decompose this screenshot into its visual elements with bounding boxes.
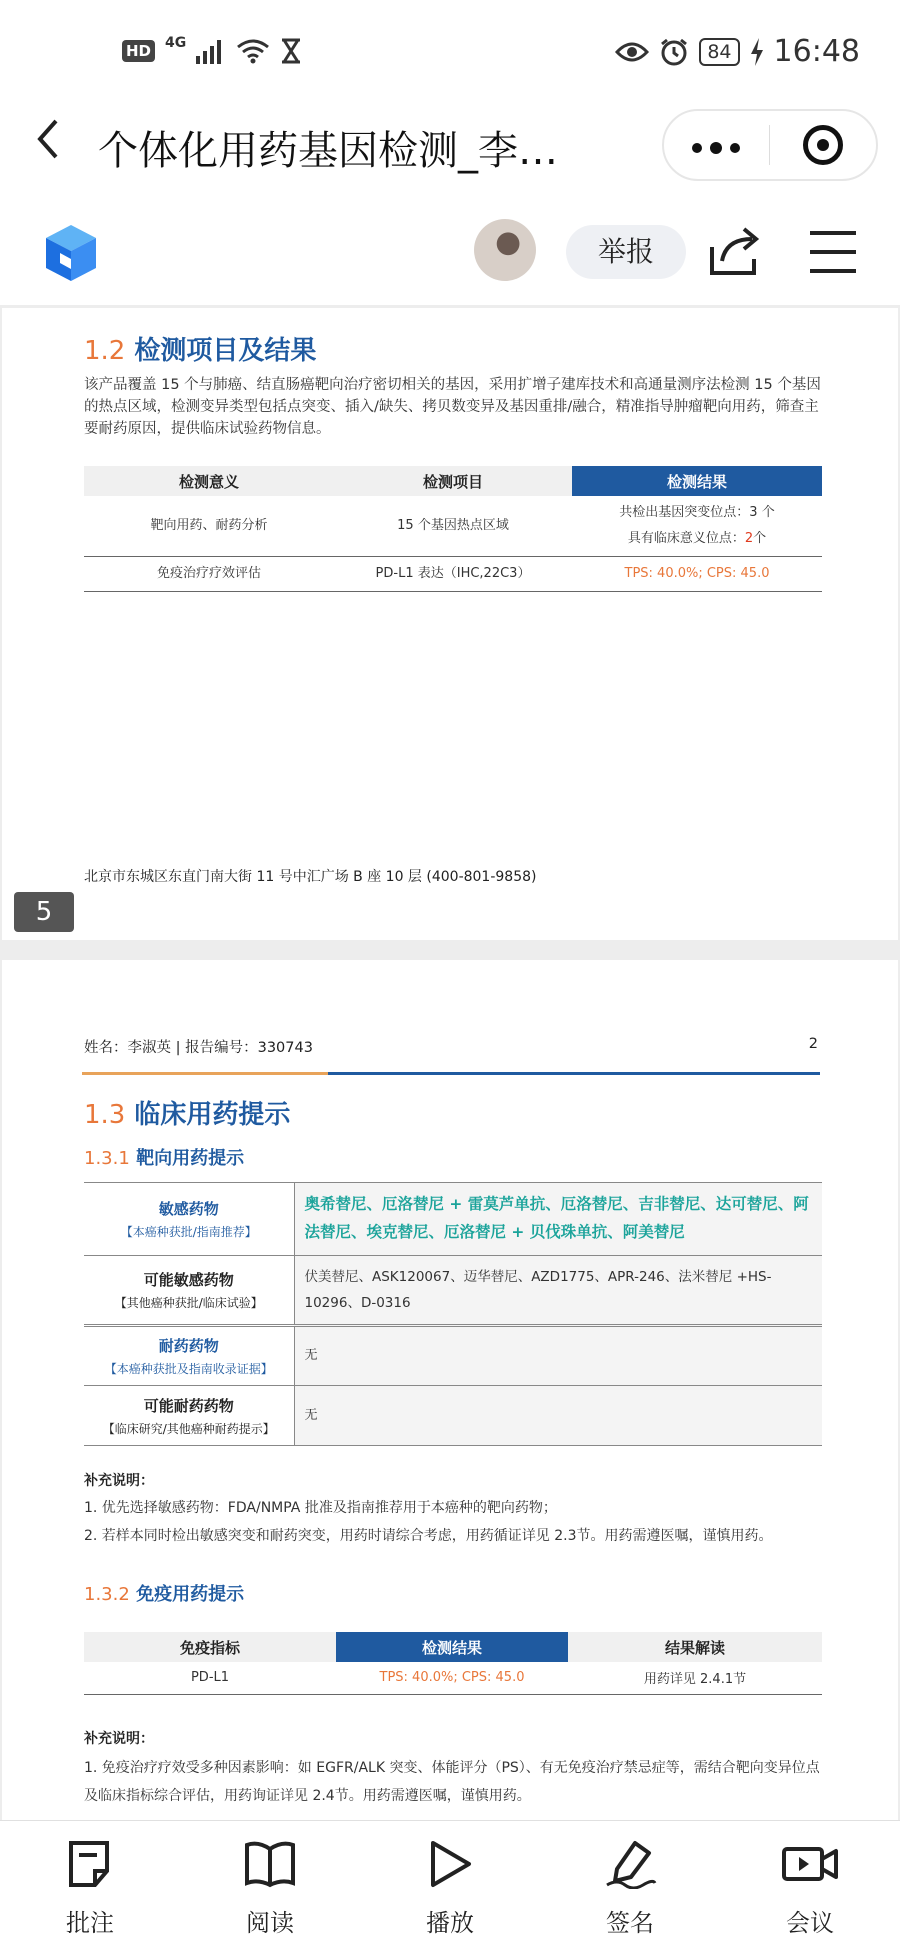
play-button[interactable]: 播放 (360, 1821, 540, 1950)
document-page-1 (2, 308, 898, 940)
annotate-icon (65, 1839, 115, 1889)
hd-badge: HD (122, 40, 155, 62)
immuno-table (84, 1632, 822, 1695)
app-toolbar (0, 195, 900, 305)
address-footer: 北京市东城区东直门南大街 11 号中汇广场 B 座 10 层 (400-801-9858) (84, 869, 537, 885)
subsection-heading-1-3-2: 1.3.2 免疫用药提示 (84, 1584, 245, 1605)
avatar[interactable] (474, 219, 536, 281)
title-bar (0, 95, 900, 195)
note-title-2: 补充说明： (84, 1731, 154, 1747)
target-icon (803, 125, 843, 165)
table-row: 敏感药物 【本癌种获批/指南推荐】 奥希替尼、厄洛替尼 + 雷莫芦单抗、厄洛替尼、吉非替尼、达可替尼、阿法替尼、埃克替尼、厄洛替尼 + 贝伐珠单抗、阿美替尼 (84, 1183, 822, 1256)
note-2: 1. 免疫治疗疗效受多种因素影响：如 EGFR/ALK 突变、体能评分（PS）、有无免疫治疗禁忌症等，需结合靶向变异位点及临床指标综合评估，用药询证详见 2.4节。用药需遵医嘱，谨慎用药。 (84, 1760, 820, 1804)
more-dots-icon (691, 141, 741, 155)
status-bar (0, 0, 900, 110)
signal-icon (196, 38, 226, 64)
charging-icon (750, 38, 764, 66)
intro-paragraph: 该产品覆盖 15 个与肺癌、结直肠癌靶向治疗密切相关的基因，采用扩增子建库技术和高通量测序法检测 15 个基因的热点区域，检测变异类型包括点突变、插入/缺失、拷贝数变异及基因重排/融合，精准指导肿瘤靶向用药，筛查主要耐药原因，提供临床试验药物信息。 (84, 377, 821, 437)
status-left (122, 35, 302, 64)
back-button[interactable] (36, 117, 60, 172)
battery-level: 84 (699, 38, 739, 66)
table-header-row (84, 466, 822, 496)
section-heading-1-3: 1.3 临床用药提示 (84, 1100, 291, 1130)
detection-results-table (84, 466, 822, 592)
table-row: 靶向用药、耐药分析 15 个基因热点区域 共检出基因突变位点：3 个 具有临床意义位点：2个 (84, 496, 822, 557)
header-rule-blue (328, 1072, 820, 1075)
section-heading-1-2: 1.2 检测项目及结果 (84, 336, 317, 366)
col-meaning: 检测意义 (84, 466, 334, 496)
header-rule-orange (82, 1072, 328, 1075)
col-item: 检测项目 (334, 466, 572, 496)
document-page-2 (2, 960, 898, 1820)
clock: 16:48 (773, 34, 860, 69)
meeting-button[interactable]: 会议 (720, 1821, 900, 1950)
table-row: PD-L1 TPS: 40.0%; CPS: 45.0 用药详见 2.4.1节 (84, 1662, 822, 1694)
read-button[interactable]: 阅读 (180, 1821, 360, 1950)
page-number-badge: 5 (14, 892, 74, 932)
eye-icon (615, 40, 649, 64)
app-logo (42, 223, 100, 287)
drug-hint-table (84, 1182, 822, 1446)
play-icon (425, 1839, 475, 1889)
share-button[interactable] (708, 223, 762, 281)
table-row: 可能耐药药物 【临床研究/其他癌种耐药提示】 无 (84, 1386, 822, 1446)
subsection-heading-1-3-1: 1.3.1 靶向用药提示 (84, 1148, 245, 1169)
annotate-button[interactable]: 批注 (0, 1821, 180, 1950)
report-button[interactable]: 举报 (566, 225, 686, 279)
alarm-icon (659, 37, 689, 67)
wifi-icon (236, 38, 270, 64)
sign-button[interactable]: 签名 (540, 1821, 720, 1950)
table-row: 可能敏感药物 【其他癌种获批/临床试验】 伏美替尼、ASK120067、迈华替尼、AZD1775、APR-246、法米替尼 +HS-10296、D-0316 (84, 1256, 822, 1326)
status-right (615, 34, 860, 69)
col-result: 检测结果 (572, 466, 822, 496)
table-row: 耐药药物 【本癌种获批及指南收录证据】 无 (84, 1326, 822, 1386)
patient-header: 姓名：李淑英 | 报告编号：330743 (84, 1040, 313, 1056)
bottom-action-bar (0, 1820, 900, 1950)
book-icon (243, 1839, 297, 1889)
more-button[interactable] (664, 128, 769, 163)
note-title-1: 补充说明： (84, 1473, 154, 1489)
miniapp-capsule (662, 109, 878, 181)
video-meeting-icon (781, 1839, 839, 1889)
menu-button[interactable] (810, 231, 856, 288)
cube-logo-icon (42, 223, 100, 283)
network-label: 4G (165, 35, 187, 51)
page-title: 个体化用药基因检测_李… (98, 128, 558, 174)
page-number: 2 (808, 1036, 818, 1052)
hourglass-icon (280, 38, 302, 64)
table-row: 免疫治疗疗效评估 PD-L1 表达（IHC,22C3） TPS: 40.0%; CPS: 45.0 (84, 557, 822, 592)
hamburger-icon (810, 231, 856, 235)
close-miniapp-button[interactable] (770, 125, 877, 165)
share-icon (708, 223, 762, 277)
note-1: 1. 优先选择敏感药物：FDA/NMPA 批准及指南推荐用于本癌种的靶向药物； 2. 若样本同时检出敏感突变和耐药突变，用药时请综合考虑，用药循证详见 2.3节。用药需遵医嘱，谨慎用药。 (84, 1500, 773, 1544)
table-header-row: 免疫指标 检测结果 结果解读 (84, 1632, 822, 1662)
pen-sign-icon (603, 1839, 657, 1889)
chevron-left-icon (36, 117, 60, 161)
